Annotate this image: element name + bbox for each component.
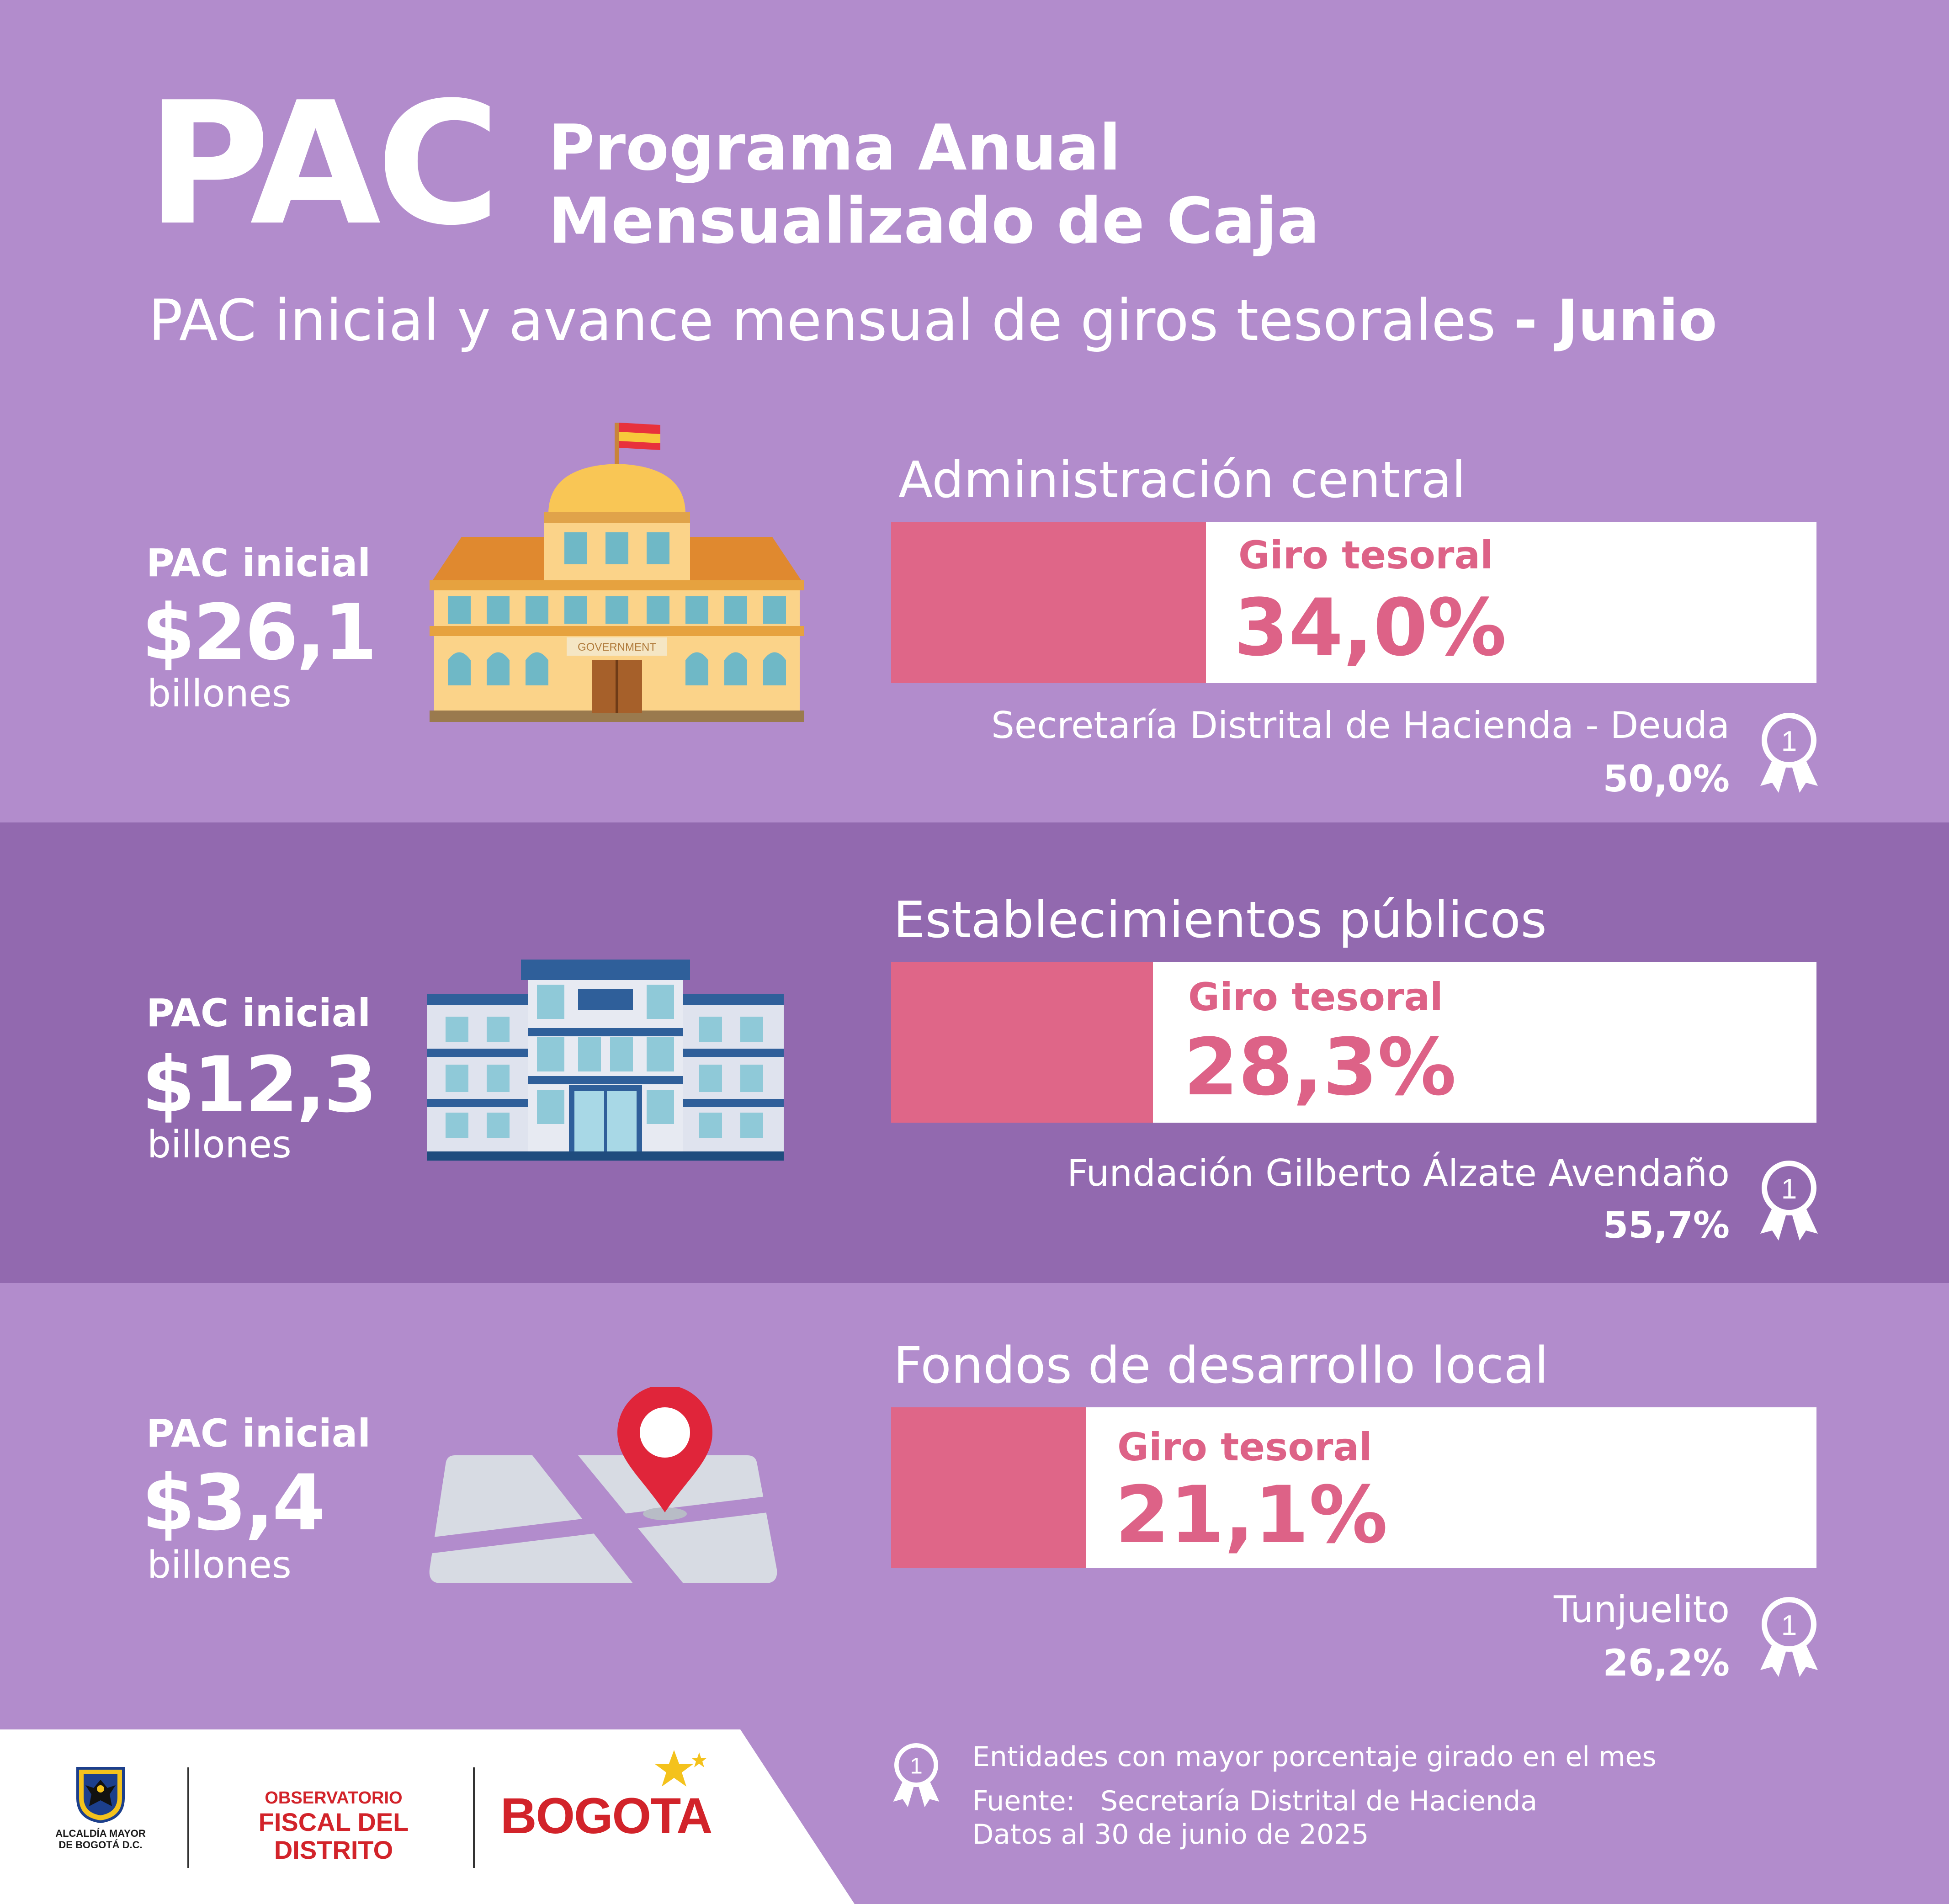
giro-bar-fill-1 — [891, 522, 1206, 683]
logo-alcaldia — [55, 1828, 146, 1851]
source-name: Secretaría Distrital de Hacienda — [1100, 1785, 1538, 1817]
medal-number: 1 — [1781, 1610, 1797, 1641]
logo-alcaldia-line1: ALCALDÍA MAYOR — [55, 1828, 146, 1839]
giro-value-2: 28,3% — [1184, 1021, 1456, 1113]
coat-of-arms-icon — [75, 1766, 126, 1823]
giro-bar-fill-2 — [891, 962, 1153, 1123]
legend-text: Entidades con mayor porcentaje girado en el mes — [972, 1741, 1657, 1773]
giro-value-1: 34,0% — [1234, 582, 1507, 674]
medal-number: 1 — [910, 1753, 923, 1779]
map-pin-icon — [427, 1387, 779, 1588]
acronym-title: PAC — [146, 66, 496, 263]
top-entity-1: Secretaría Distrital de Hacienda - Deuda — [991, 704, 1730, 747]
top-pct-2: 55,7% — [1603, 1204, 1730, 1246]
giro-label-3: Giro tesoral — [1117, 1425, 1372, 1469]
pac-unit-3: billones — [147, 1543, 292, 1587]
top-pct-3: 26,2% — [1603, 1642, 1730, 1684]
logo-divider — [187, 1767, 189, 1868]
source-line — [972, 1787, 1537, 1815]
pac-label-1: PAC inicial — [146, 541, 371, 585]
source-label: Fuente: — [972, 1785, 1075, 1817]
subtitle-main: PAC inicial y avance mensual de giros tesorales — [149, 288, 1496, 354]
svg-text:GOVERNMENT: GOVERNMENT — [577, 641, 657, 653]
logo-bogota: BOGOTA — [500, 1788, 712, 1844]
office-building-icon — [427, 960, 784, 1161]
giro-bar-1 — [891, 522, 1816, 683]
title-line-2: Mensualizado de Caja — [548, 184, 1320, 258]
subtitle-month: - Junio — [1514, 288, 1717, 354]
medal-number: 1 — [1781, 726, 1797, 757]
giro-bar-2 — [891, 962, 1816, 1123]
medal-icon — [889, 1741, 944, 1809]
giro-label-1: Giro tesoral — [1238, 533, 1493, 578]
pac-label-2: PAC inicial — [146, 991, 371, 1035]
giro-bar-fill-3 — [891, 1407, 1086, 1568]
logo-observatorio-line1: OBSERVATORIO — [265, 1788, 403, 1808]
logo-divider — [473, 1767, 475, 1868]
top-pct-1: 50,0% — [1603, 758, 1730, 800]
section-title-1: Administración central — [898, 451, 1466, 509]
pac-unit-1: billones — [147, 672, 292, 716]
pac-label-3: PAC inicial — [146, 1411, 371, 1456]
giro-value-3: 21,1% — [1115, 1469, 1388, 1561]
medal-number: 1 — [1781, 1173, 1797, 1205]
title-line-1: Programa Anual — [548, 111, 1121, 185]
logo-alcaldia-line2: DE BOGOTÁ D.C. — [58, 1839, 143, 1851]
government-building-icon — [430, 411, 804, 722]
star-icon — [649, 1748, 708, 1789]
top-entity-2: Fundación Gilberto Álzate Avendaño — [1067, 1152, 1730, 1194]
pac-value-3: $3,4 — [142, 1458, 324, 1548]
section-title-3: Fondos de desarrollo local — [893, 1336, 1549, 1395]
top-entity-3: Tunjuelito — [1553, 1588, 1730, 1631]
data-date: Datos al 30 de junio de 2025 — [972, 1819, 1369, 1851]
logo-observatorio-line2: FISCAL DEL DISTRITO — [258, 1807, 409, 1865]
logo-observatorio — [210, 1789, 457, 1864]
medal-icon — [1755, 711, 1823, 795]
medal-icon — [1755, 1595, 1823, 1679]
section-title-2: Establecimientos públicos — [893, 891, 1547, 949]
pac-unit-2: billones — [147, 1123, 292, 1167]
pac-value-2: $12,3 — [142, 1040, 376, 1130]
giro-bar-3 — [891, 1407, 1816, 1568]
pac-value-1: $26,1 — [142, 588, 376, 677]
medal-icon — [1755, 1158, 1823, 1243]
subtitle — [149, 288, 1717, 354]
giro-label-2: Giro tesoral — [1188, 975, 1443, 1019]
